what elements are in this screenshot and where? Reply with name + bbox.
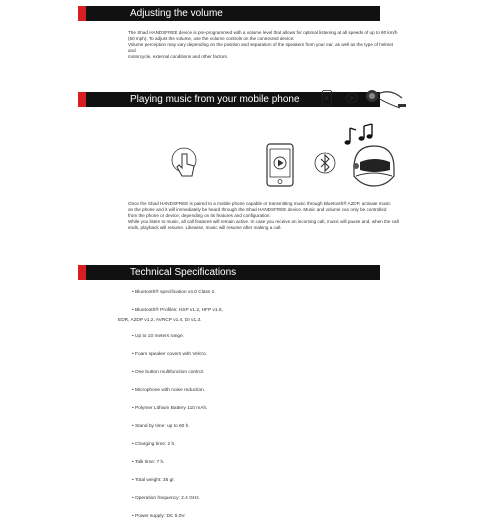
spec-item: • Stand by time: up to 60 h. [132, 424, 190, 429]
spec-item: • Bluetooth® Profiles: HSP v1.2, HFP v1.6, [132, 308, 223, 313]
music-line: While you listen to music, all call features will remain active. In case you receive an incoming call, music will pause and, when the call [128, 219, 399, 224]
volume-line: Volume perception may vary depending on the position and separation of the speakers from your ear, as well as the type of helmet and [128, 42, 394, 53]
header-accent-bar [78, 92, 86, 107]
header-accent-bar [78, 6, 86, 21]
section-title-volume: Adjusting the volume [130, 8, 223, 19]
music-line: from the phone or device, depending on its features and configuration. [128, 213, 271, 218]
section-header-specs [78, 265, 380, 280]
music-line: Once the Shad HANDSFREE is paired to a mobile phone capable or transmitting music through Bluetooth® A2DP, activate music [128, 201, 391, 206]
hand-tap-icon [170, 146, 200, 182]
volume-line: motorcycle, external conditions and other factors. [128, 54, 229, 59]
spec-item: • Charging time: 2 h. [132, 442, 176, 447]
spec-item: • Polymer Lithium Battery 110 mAh. [132, 406, 208, 411]
volume-line: The Shad HANDSFREE device is pre-programmed with a volume level that allows for optimal listening at all speeds of up to 80 km/h [128, 30, 398, 35]
spec-item: • Power supply: DC 5.0V. [132, 514, 186, 519]
volume-line: (50 mph). To adjust the volume, use the volume controls on the connected device. [128, 36, 295, 41]
header-accent-bar [78, 265, 86, 280]
music-paragraph [128, 201, 400, 231]
spec-item: EDR, A2DP v1.2, AVRCP v1.4, DI v1.3. [118, 318, 202, 323]
section-header-music [78, 92, 380, 107]
volume-paragraph [128, 30, 400, 60]
spec-item: • Operation frequency: 2.4 GHz. [132, 496, 201, 501]
spec-item: • One button multifunction control. [132, 370, 205, 375]
spec-item: • Up to 10 meters range. [132, 334, 185, 339]
spec-item: • Talk time: 7 h. [132, 460, 165, 465]
spec-item: • Foam speaker covers with Velcro. [132, 352, 207, 357]
smartphone-play-icon [266, 143, 296, 187]
music-line: on the phone and it will immediately be heard through the Shad HANDSFREE device. Music and volume can only be controlled [128, 207, 387, 212]
mini-signal-icon [346, 92, 358, 104]
helmet-rider-music-icon [346, 140, 402, 190]
handsfree-headset-icon [362, 84, 410, 112]
music-line: ends, playback will resume. Likewise, music will resume after making a call. [128, 225, 282, 230]
section-title-specs: Technical Specifications [130, 267, 237, 278]
section-header-volume [78, 6, 380, 21]
section-title-music: Playing music from your mobile phone [130, 94, 300, 105]
spec-item: • Total weight: 35 gr. [132, 478, 175, 483]
mini-phone-icon [322, 90, 332, 106]
spec-item: • Microphone with noise reduction. [132, 388, 206, 393]
spec-item: • Bluetooth® specification v4.0 Class 2. [132, 290, 216, 295]
bluetooth-icon [314, 152, 336, 174]
